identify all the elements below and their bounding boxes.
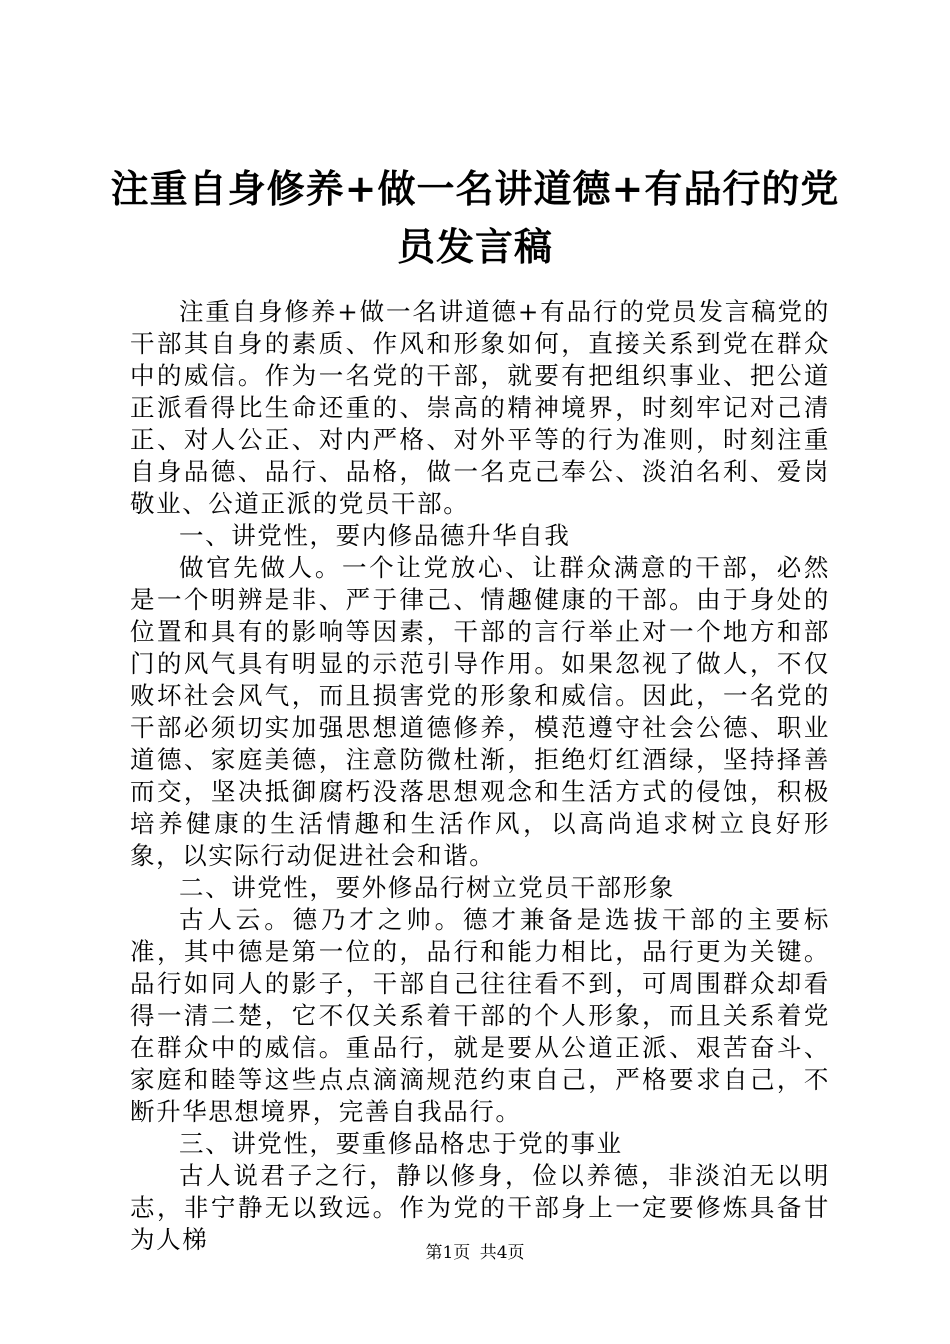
page-number: 第1页 bbox=[425, 1243, 471, 1263]
document-title: 注重自身修养+做一名讲道德+有品行的党员发言稿 bbox=[110, 166, 840, 269]
page-footer bbox=[0, 1242, 950, 1264]
paragraph-section-3: 古人说君子之行，静以修身，俭以养德，非淡泊无以明志，非宁静无以致远。作为党的干部身上一定要修炼具备甘为人梯 bbox=[130, 1161, 830, 1254]
paragraph-section-2: 古人云。德乃才之帅。德才兼备是选拔干部的主要标准，其中德是第一位的，品行和能力相比，品行更为关键。品行如同人的影子，干部自己往往看不到，可周围群众却看得一清二楚，它不仅关系着干部的个人形象，而且关系着党在群众中的威信。重品行，就是要从公道正派、艰苦奋斗、家庭和睦等这些点点滴滴规范约束自己，严格要求自己，不断升华思想境界，完善自我品行。 bbox=[130, 905, 830, 1126]
section-heading-1: 一、讲党性，要内修品德升华自我 bbox=[179, 521, 571, 550]
document-body bbox=[130, 296, 830, 1256]
paragraph-section-1: 做官先做人。一个让党放心、让群众满意的干部，必然是一个明辨是非、严于律己、情趣健康的干部。由于身处的位置和具有的影响等因素，干部的言行举止对一个地方和部门的风气具有明显的示范引导作用。如果忽视了做人，不仅败坏社会风气，而且损害党的形象和威信。因此，一名党的干部必须切实加强思想道德修养，模范遵守社会公德、职业道德、家庭美德，注意防微杜渐，拒绝灯红酒绿，坚持择善而交，坚决抵御腐朽没落思想观念和生活方式的侵蚀，积极培养健康的生活情趣和生活作风，以高尚追求树立良好形象，以实际行动促进社会和谐。 bbox=[130, 553, 830, 870]
section-heading-2: 二、讲党性，要外修品行树立党员干部形象 bbox=[179, 873, 675, 902]
page-total: 共4页 bbox=[479, 1243, 525, 1263]
section-heading-3: 三、讲党性，要重修品格忠于党的事业 bbox=[179, 1129, 623, 1158]
paragraph-intro: 注重自身修养+做一名讲道德+有品行的党员发言稿党的干部其自身的素质、作风和形象如何，直接关系到党在群众中的威信。作为一名党的干部，就要有把组织事业、把公道正派看得比生命还重的、崇高的精神境界，时刻牢记对己清正、对人公正、对内严格、对外平等的行为准则，时刻注重自身品德、品行、品格，做一名克己奉公、淡泊名利、爱岗敬业、公道正派的党员干部。 bbox=[130, 297, 830, 518]
